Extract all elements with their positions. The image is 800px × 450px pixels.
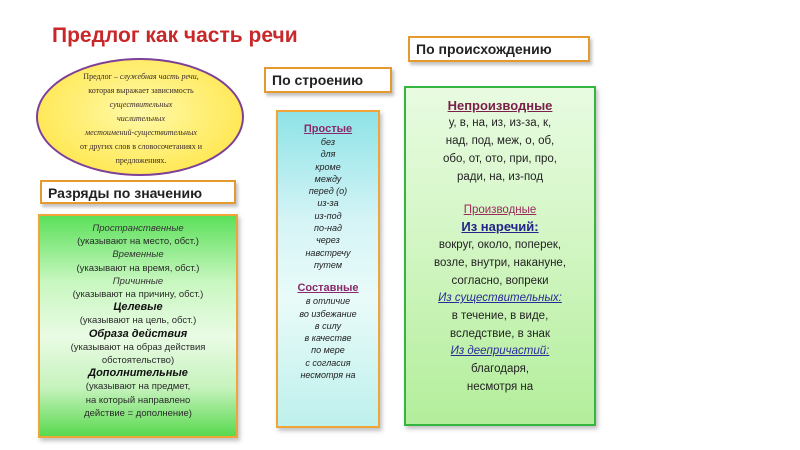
page-title: Предлог как часть речи: [52, 24, 298, 47]
adverbs-list: [406, 236, 594, 290]
simple-preposition: из-за: [317, 198, 339, 209]
definition-part: служебная часть речи,: [119, 72, 199, 81]
definition-text: [52, 70, 230, 168]
nonderived-line: у, в, на, из, из-за, к,: [448, 117, 552, 129]
header-meaning: Разряды по значению: [40, 180, 236, 204]
compound-preposition: во избежание: [299, 308, 357, 319]
adverbs-title: Из наречий:: [461, 219, 539, 234]
simple-title: Простые: [303, 123, 353, 135]
structure-card: [276, 110, 380, 428]
nonderived-list: [406, 114, 594, 186]
simple-preposition: путем: [313, 259, 343, 270]
header-structure: По строению: [264, 67, 392, 93]
definition-line: [52, 84, 230, 98]
meaning-name: Образа действия: [88, 327, 188, 340]
nonderived-line: обо, от, ото, при, про,: [442, 153, 557, 165]
simple-preposition: между: [314, 173, 342, 184]
meaning-desc: действие = дополнение): [84, 407, 192, 419]
simple-preposition: для: [320, 149, 336, 160]
nonderived-title: Непроизводные: [447, 98, 553, 113]
definition-part: существительных: [109, 100, 173, 109]
noun-line: вследствие, в знак: [450, 328, 550, 340]
definition-line: [52, 140, 230, 154]
definition-line: [52, 126, 230, 140]
compound-preposition: в отличие: [305, 296, 351, 307]
meaning-desc: (указывают на предмет,: [85, 381, 191, 393]
compound-preposition: в качестве: [304, 333, 352, 344]
simple-preposition: навстречу: [305, 247, 351, 258]
simple-preposition: перед (о): [308, 186, 348, 197]
definition-part: Предлог –: [83, 72, 120, 81]
simple-preposition: по-над: [314, 223, 342, 234]
meaning-name: Причинные: [112, 275, 164, 287]
meaning-desc: (указывают на причину, обст.): [72, 289, 204, 301]
definition-line: [52, 98, 230, 112]
participles-title: Из деепричастий:: [450, 345, 550, 357]
header-origin: По происхождению: [408, 36, 590, 62]
meaning-name: Временные: [112, 249, 164, 261]
meaning-desc: (указывают на время, обст.): [76, 262, 200, 274]
nonderived-line: ради, на, из-под: [456, 171, 544, 183]
compound-preposition: несмотря на: [300, 370, 356, 381]
compound-preposition: в силу: [314, 320, 342, 331]
adverb-line: согласно, вопреки: [451, 275, 549, 287]
participle-line: благодаря,: [470, 363, 530, 375]
nouns-list: [406, 307, 594, 343]
definition-part: предложениях.: [115, 156, 167, 165]
compound-title: Составные: [297, 282, 359, 295]
compound-list: [278, 295, 378, 381]
meaning-desc: (указывают на образ действия: [70, 341, 206, 353]
simple-preposition: из-под: [314, 210, 342, 221]
compound-preposition: с согласия: [305, 357, 351, 368]
definition-line: [52, 70, 230, 84]
compound-preposition: по мере: [311, 345, 345, 356]
participle-line: несмотря на: [466, 381, 534, 393]
meaning-desc: (указывают на место, обст.): [77, 236, 199, 248]
meaning-name: Целевые: [113, 301, 163, 314]
definition-part: местоимений-существительных: [85, 128, 197, 137]
nouns-title: Из существительных:: [438, 292, 562, 304]
meaning-desc: (указывают на цель, обст.): [79, 315, 197, 327]
simple-preposition: кроме: [315, 161, 341, 172]
definition-part: числительных: [116, 114, 166, 123]
meaning-desc: обстоятельство): [101, 355, 175, 367]
meaning-name: Дополнительные: [88, 367, 188, 380]
definition-part: которая выражает зависимость: [88, 86, 194, 95]
definition-line: [52, 154, 230, 168]
adverb-line: возле, внутри, накануне,: [433, 257, 567, 269]
simple-list: [278, 136, 378, 271]
participles-list: [406, 360, 594, 396]
origin-card: [404, 86, 596, 426]
adverb-line: вокруг, около, поперек,: [438, 239, 562, 251]
definition-part: от других слов в словосочетаниях и: [79, 142, 203, 151]
meaning-desc: на который направлено: [85, 394, 191, 406]
simple-preposition: без: [320, 137, 336, 147]
nonderived-line: над, под, меж, о, об,: [445, 135, 555, 147]
meaning-name: Пространственные: [92, 223, 184, 234]
definition-line: [52, 112, 230, 126]
noun-line: в течение, в виде,: [451, 310, 549, 322]
meaning-card: [38, 214, 238, 438]
derived-title: Производные: [463, 204, 537, 216]
simple-preposition: через: [316, 235, 340, 246]
